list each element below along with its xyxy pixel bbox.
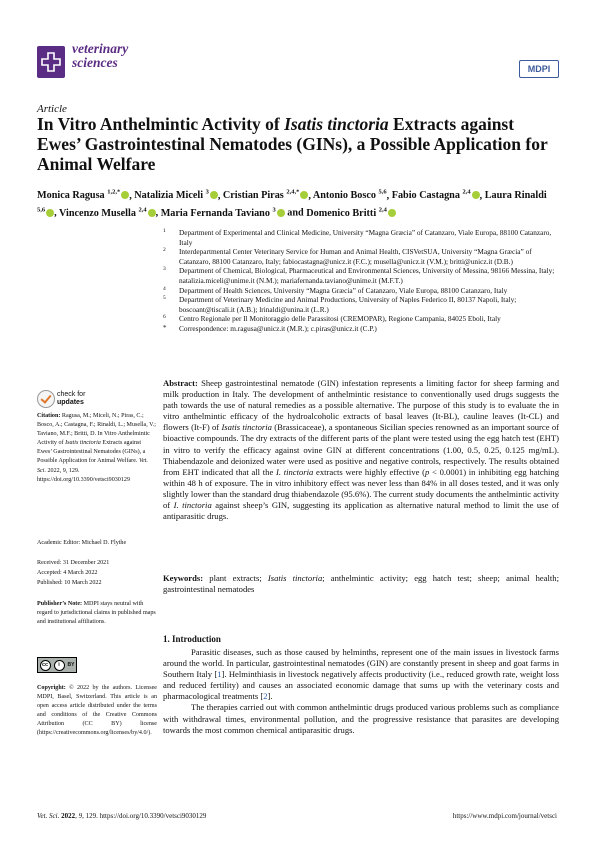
orcid-icon[interactable] <box>46 209 54 217</box>
journal-url-link[interactable]: https://www.mdpi.com/journal/vetsci <box>452 812 557 820</box>
title-text: In Vitro Anthelmintic Activity of <box>37 114 285 134</box>
published-date: Published: 10 March 2022 <box>37 580 102 586</box>
received-date: Received: 31 December 2021 <box>37 560 110 566</box>
orcid-icon[interactable] <box>300 191 308 199</box>
affiliation: 1 Department of Experimental and Clinical Medicine, University “Magna Græcia” of Catanzaro, Viale Europa, 88100 Catanzaro, Italy <box>163 228 552 247</box>
author-list: Monica Ragusa $^{1,2,*}$ , Natalizia Miceli $^3$ , Cristian Piras $^{2,4,*}$ , Antonio Bosco $^{5,6}$, Fabio Castagna $^{2,4}$ , Laura Rinaldi $^{5,6}$ , Vincenzo Musella $^{2,4}$ , Maria Fernanda Taviano $^3$ and Domenico Britti $^{2,4}$ <box>37 189 547 219</box>
footer-citation: Vet. Sci. 2022, 9, 129. https://doi.org/10.3390/vetsci9030129 <box>37 812 207 820</box>
paragraph: Parasitic diseases, such as those caused by helminths, represent one of the main issues in livestock farms around the world. In particular, gastrointestinal nematodes (GIN) are constantly present in sheep and goat farms in Southern Italy [1]. Helminthiasis in livestock negatively affects productivity (i.e., reduced growth rate, weight loss and reduced fertility) and causes an associated economic damage that sums up with the veterinary costs and pharmacological treatments [2]. <box>163 647 559 702</box>
author[interactable]: Fabio Castagna $^{2,4}$ <box>392 190 480 201</box>
publisher-note: Publisher’s Note: MDPI stays neutral with regard to jurisdictional claims in published maps and institutional affiliations. <box>37 601 156 626</box>
journal-name-line1: veterinary <box>72 41 129 56</box>
affiliation: 3 Department of Chemical, Biological, Pharmaceutical and Environmental Sciences, University of Messina, 98166 Messina, Italy; natalizia.miceli@unime.it (N.M.); mariafernanda.taviano@unime.it (M.F.T.) <box>163 266 555 285</box>
citation-block: Citation: Ragusa, M.; Miceli, N.; Piras, C.; Bosco, A.; Castagna, F.; Rinaldi, L.; Musella, V.; Taviano, M.F.; Britti, D. In Vitro Anthelmintic Activity of Isatis tinctoria Extracts against Ewes’ Gastrointestinal Nematodes (GINs), a Possible Application for Animal Welfare. Vet. Sci. 2022, 9, 129. https://doi.org/10.3390/vetsci9030129 <box>37 413 156 483</box>
affiliations <box>163 228 563 334</box>
keywords: Keywords: plant extracts; Isatis tinctoria; anthelmintic activity; egg hatch test; sheep; animal health; gastrointestinal nematodes <box>163 573 559 595</box>
affiliation: 2 Interdepartmental Center Veterinary Service for Human and Animal Health, CISVetSUA, University “Magna Græcia” of Catanzaro, 88100 Catanzaro, Italy; fabiocastagna@unicz.it (F.C.); musella@unicz.it (V.M.); britti@unicz.it (D.B.) <box>163 247 532 266</box>
abstract: Abstract: Sheep gastrointestinal nematode (GIN) infestation represents a limiting factor for sheep farming and milk production in Italy. The development of anthelmintic resistance to conventionally used drugs suggests the path towards the use of natural remedies as a possible alternative. The purpose of this study is to evaluate the in vitro anthelmintic efficacy of the hydroalcoholic extracts of basal leaves (It-BL), cauline leaves (It-CL) and flowers (It-F) of Isatis tinctoria (Brassicaceae), a spontaneous Sicilian species renowned as an important source of bioactive compounds. The dry extracts of the different parts of the plant were tested using the egg hatch test (EHT) in vitro to verify the efficacy against ovine GIN at different concentrations (1.00, 0.5, 0.25, 0.125 mg/mL). Thiabendazole and deionized water were used as positive and negative controls, respectively. The results obtained from EHT indicated that all the I. tinctoria extracts were highly effective (p < 0.0001) in inhibiting egg hatching within 48 h of exposure. The in vitro inhibitory effect was never less than 84% in all doses tested, and it was only slightly lower than the standard drug thiabendazole (95.6%). The current study documents the anthelmintic activity of I. tinctoria against sheep’s GIN, suggesting its application as alternative natural method to limit the use of antiparasitic drugs. <box>163 378 560 522</box>
author[interactable]: Vincenzo Musella $^{2,4}$ <box>59 208 156 219</box>
publisher-name: MDPI <box>527 64 551 74</box>
author-conjunction: and <box>287 207 304 219</box>
journal-logo-icon <box>37 46 65 78</box>
academic-editor: Academic Editor: Michael D. Flythe <box>37 540 127 546</box>
cc-by-label: BY <box>67 662 75 668</box>
journal-name[interactable] <box>72 42 182 70</box>
author[interactable]: Natalizia Miceli $^3$ <box>134 190 218 201</box>
accepted-date: Accepted: 4 March 2022 <box>37 570 98 576</box>
section-heading: 1. Introduction <box>163 634 221 644</box>
affiliation: 4 Department of Health Sciences, University “Magna Græcia” of Catanzaro, Viale Europa, 88100 Catanzaro, Italy <box>163 285 508 295</box>
author[interactable]: Monica Ragusa $^{1,2,*}$ <box>37 190 129 201</box>
title-text-rest: Extracts against Ewes’ Gastrointestinal Nematodes (GINs), a Possible Application for Animal Welfare <box>37 114 548 174</box>
affiliation: 5 Department of Veterinary Medicine and Animal Productions, University of Naples Federico II, 80137 Napoli, Italy; boscoant@tiscali.it (A.B.); lrinaldi@unina.it (L.R.) <box>163 295 517 314</box>
introduction-body <box>163 647 559 736</box>
author[interactable]: Cristian Piras $^{2,4,*}$ <box>223 190 308 201</box>
title-species: Isatis tinctoria <box>284 114 389 134</box>
orcid-icon[interactable] <box>472 191 480 199</box>
orcid-icon[interactable] <box>121 191 129 199</box>
orcid-icon[interactable] <box>388 209 396 217</box>
journal-name-line2: sciences <box>72 55 118 70</box>
author[interactable]: Laura Rinaldi $^{5,6}$ <box>37 190 547 218</box>
reference-link[interactable]: 1 <box>217 669 222 680</box>
copyright-notice: Copyright: © 2022 by the authors. Licensee MDPI, Basel, Switzerland. This article is an open access article distributed under the terms and conditions of the Creative Commons Attribution (CC BY) license (https://creativecommons.org/licenses/by/4.0/). <box>37 685 157 737</box>
publisher-logo[interactable] <box>519 60 559 78</box>
cc-license-icon[interactable]: cc i BY <box>37 657 77 673</box>
doi-link[interactable]: , 129. https://doi.org/10.3390/vetsci9030129 <box>82 812 207 820</box>
author[interactable]: Domenico Britti $^{2,4}$ <box>306 208 396 219</box>
author[interactable]: Maria Fernanda Taviano $^3$ <box>161 208 285 219</box>
check-updates-icon <box>37 390 55 408</box>
affiliation: 6 Centro Regionale per Il Monitoraggio delle Parassitosi (CREMOPAR), Regione Campania, 84025 Eboli, Italy <box>163 314 501 324</box>
publication-dates <box>37 558 157 588</box>
reference-link[interactable]: 2 <box>263 691 268 702</box>
orcid-icon[interactable] <box>277 209 285 217</box>
article-type: Article <box>37 103 67 115</box>
author[interactable]: Antonio Bosco $^{5,6}$ <box>312 189 387 202</box>
orcid-icon[interactable] <box>148 209 156 217</box>
paragraph: The therapies carried out with common anthelmintic drugs produced various problems such as compliance with withdrawal times, environmental pollution, and the progressive resistance that parasites are developing towards the most common chemical antiparasitic drugs. <box>163 702 559 735</box>
orcid-icon[interactable] <box>210 191 218 199</box>
correspondence: * Correspondence: m.ragusa@unicz.it (M.R.); c.piras@unicz.it (C.P.) <box>163 323 377 333</box>
article-title <box>37 114 557 174</box>
